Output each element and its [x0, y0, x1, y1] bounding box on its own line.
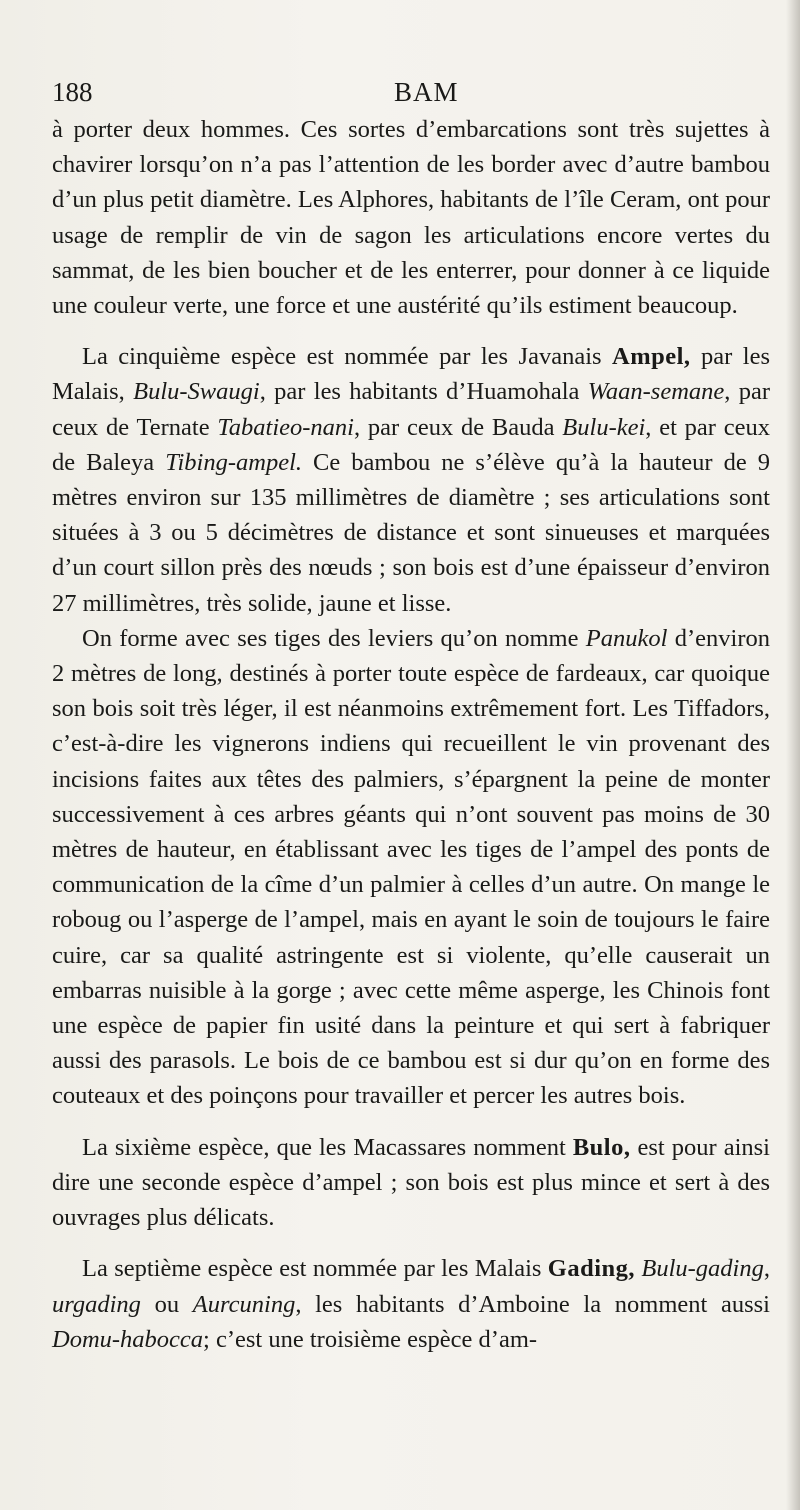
running-title: BAM [394, 77, 459, 107]
text-run: est pour ainsi dire une seconde espèce d’ampel ; son bois est plus mince et sert à des ouvrages plus délicats. [52, 1133, 770, 1232]
text-run: La septième espèce est nommée par les Malais [82, 1255, 548, 1283]
paragraph-5 [52, 1251, 770, 1357]
italic-term: Aurcuning [192, 1290, 296, 1318]
text-run: , par ceux de Bauda [353, 413, 563, 441]
page-edge-shadow [786, 0, 800, 1510]
text-run: La sixième espèce, que les Macassares nomment [82, 1133, 573, 1161]
italic-term: Bulu-kei [562, 413, 646, 441]
text-run: La cinquième espèce est nommée par les Javanais [82, 343, 613, 371]
paragraph-1-text: à porter deux hommes. Ces sortes d’embarcations sont très sujettes à chavirer lorsqu’on n’a pas l’attention de les border avec d’autre bambou d’un plus petit diamètre. Les Alphores, habitants de l’île Ceram, ont pour usage de remplir de vin de sagon les articulations encore vertes du sammat, de les bien boucher et de les enterrer, pour donner à ce liquide une couleur verte, une force et une austérité qu’ils estiment beaucoup. [52, 116, 770, 320]
text-run: , par ceux de Ternate [52, 378, 770, 441]
italic-term: urgading [52, 1290, 141, 1318]
italic-term: Waan-semane [587, 378, 725, 406]
text-run: par les Malais, [52, 343, 771, 406]
paragraph-1 [52, 112, 770, 323]
species-name-ampel: Ampel, [612, 343, 691, 371]
text-run: Ce bambou ne s’élève qu’à la hauteur de 9 mètres environ sur 135 millimètres de diamètre ; ses articulations sont situées à 3 ou 5 décimètres de distance et sont sinueuses et marquées d’un court sillon près des nœuds ; son bois est d’une épaisseur d’environ 27 millimètres, très solide, jaune et lisse. [52, 448, 770, 617]
italic-term: Tibing-ampel. [165, 448, 303, 476]
body-text [52, 112, 770, 1357]
page-number: 188 [52, 77, 93, 107]
species-name-bulo: Bulo, [572, 1133, 631, 1161]
text-run: , [763, 1255, 770, 1283]
paragraph-3 [52, 621, 770, 1114]
text-run: On forme avec ses tiges des leviers qu’on nomme [82, 624, 586, 652]
running-head [52, 72, 770, 112]
text-run: , et par ceux de Baleya [52, 413, 770, 476]
text-run: ; c’est une troisième espèce d’am- [203, 1325, 538, 1353]
italic-term: Tabatieo-nani [217, 413, 354, 441]
text-run: , par les habitants d’Huamohala [259, 378, 588, 406]
italic-term: Bulu-gading [641, 1255, 764, 1283]
paragraph-2 [52, 339, 770, 621]
italic-term: Domu-habocca [52, 1325, 204, 1353]
italic-term: Bulu-Swaugi [133, 378, 260, 406]
text-run: d’environ 2 mètres de long, destinés à porter toute espèce de fardeaux, car quoique son bois soit très léger, il est néanmoins extrêmement fort. Les Tiffadors, c’est-à-dire les vignerons indiens qui recueillent le vin provenant des incisions faites aux têtes des palmiers, s’épargnent la peine de monter successivement à ces arbres géants qui n’ont souvent pas moins de 30 mètres de hauteur, en établissant avec les tiges de l’ampel des ponts de communication de la cîme d’un palmier à celles d’un autre. On mange le roboug ou l’asperge de l’ampel, mais en ayant le soin de toujours le faire cuire, car sa qualité astringente est si violente, qu’elle causerait un embarras nuisible à la gorge ; avec cette même asperge, les Chinois font une espèce de papier fin usité dans la peinture et qui sert à fabriquer aussi des parasols. Le bois de ce bambou est si dur qu’on en forme des couteaux et des poinçons pour travailler et percer les autres bois. [52, 624, 770, 1110]
text-run: ou [140, 1290, 193, 1318]
text-run: , les habitants d’Amboine la nomment aussi [295, 1290, 770, 1318]
species-name-gading: Gading, [547, 1255, 636, 1283]
paragraph-4 [52, 1130, 770, 1236]
italic-term: Panukol [585, 624, 668, 652]
